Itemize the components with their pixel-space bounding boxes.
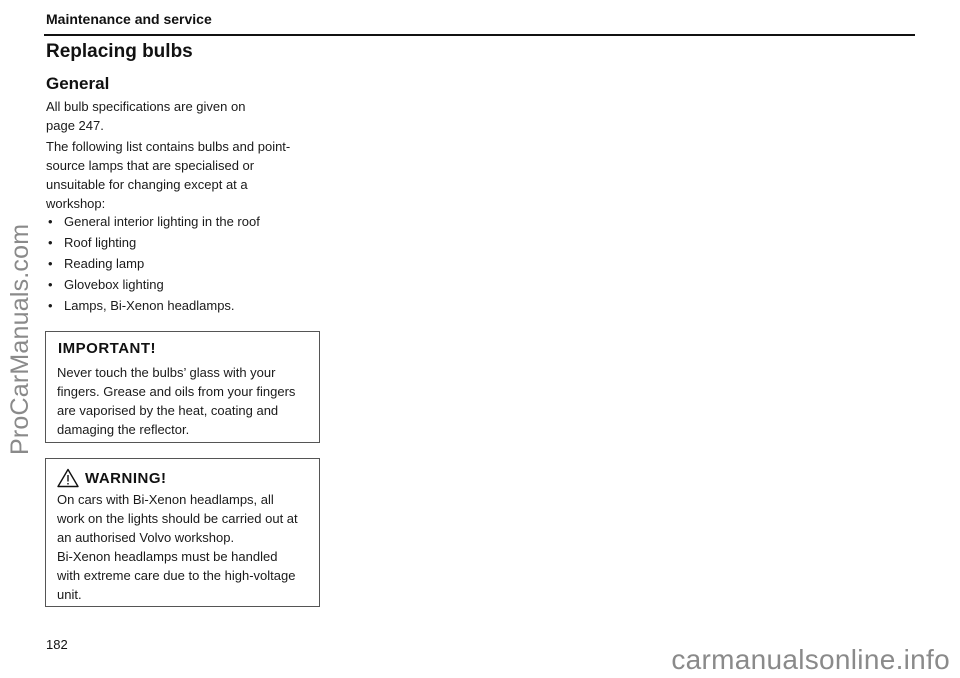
important-heading: IMPORTANT! [58,340,157,357]
list-item-text: Roof lighting [64,235,137,250]
warning-line-3: an authorised Volvo workshop. [57,530,235,545]
list-item [46,274,260,295]
bullet-marker: • [48,277,53,292]
list-item [46,232,260,253]
warning-notice-box [45,458,320,607]
warning-heading: WARNING! [85,469,167,487]
important-text [57,363,315,439]
warning-line-1: On cars with Bi-Xenon headlamps, all [57,492,274,507]
warning-text [57,490,315,604]
warning-line-6: unit. [57,587,82,602]
list-item-text: Lamps, Bi-Xenon headlamps. [64,298,235,313]
list-item [46,295,260,316]
list-item-text: Reading lamp [64,256,145,271]
bottom-watermark: carmanualsonline.info [671,644,950,675]
list-intro-line-3: unsuitable for changing except at a [46,177,248,192]
bullet-marker: • [48,235,53,250]
list-item-text: General interior lighting in the roof [64,214,260,229]
header-divider [44,34,915,36]
list-intro-line-1: The following list contains bulbs and point- [46,139,291,154]
bullet-marker: • [48,298,53,313]
bullet-marker: • [48,214,53,229]
warning-heading-row [57,468,167,488]
bullet-marker: • [48,256,53,271]
intro-line-2: page 247. [46,118,104,133]
header-title: Maintenance and service [46,11,212,27]
list-intro-paragraph [46,137,316,213]
important-line-1: Never touch the bulbs’ glass with your [57,365,276,380]
warning-triangle-icon [57,468,79,488]
list-item-text: Glovebox lighting [64,277,164,292]
subsection-title: General [46,74,110,93]
warning-line-4: Bi-Xenon headlamps must be handled [57,549,278,564]
important-line-2: fingers. Grease and oils from your fingers [57,384,296,399]
intro-line-1: All bulb specifications are given on [46,99,246,114]
important-line-3: are vaporised by the heat, coating and [57,403,279,418]
workshop-bulb-list [46,211,260,316]
important-line-4: damaging the reflector. [57,422,190,437]
intro-paragraph [46,97,316,135]
warning-line-2: work on the lights should be carried out at [57,511,298,526]
list-item [46,211,260,232]
list-item [46,253,260,274]
side-watermark: ProCarManuals.com [6,223,34,455]
page-number: 182 [46,637,68,652]
list-intro-line-2: source lamps that are specialised or [46,158,255,173]
list-intro-line-4: workshop: [46,196,106,211]
important-notice-box [45,331,320,443]
warning-line-5: with extreme care due to the high-voltage [57,568,296,583]
section-title: Replacing bulbs [46,41,193,62]
